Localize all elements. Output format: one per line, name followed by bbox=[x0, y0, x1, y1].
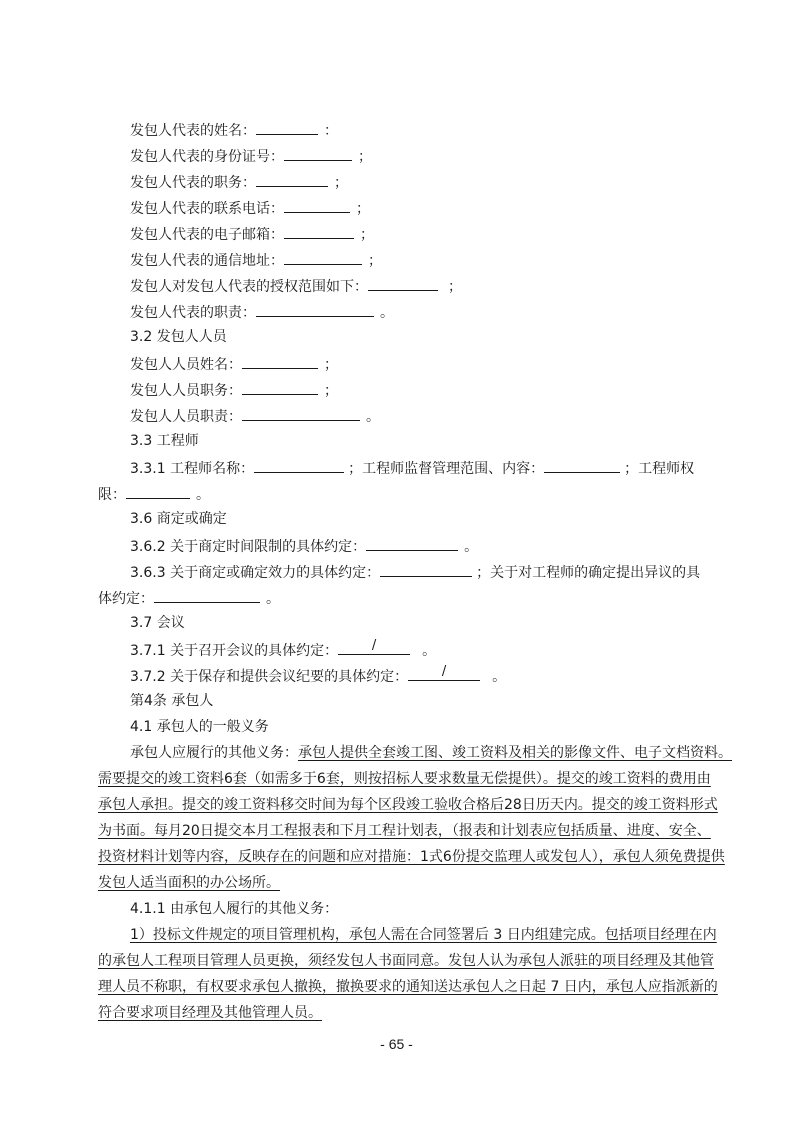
meeting-minutes-line: 3.7.2 关于保存和提供会议纪要的具体约定： / 。 bbox=[130, 664, 507, 685]
section-3-2-heading: 3.2 发包人人员 bbox=[130, 329, 227, 345]
section-3-3-heading: 3.3 工程师 bbox=[130, 433, 199, 449]
rep-name-line: 发包人代表的姓名： ： bbox=[130, 119, 338, 141]
rep-duties-line: 发包人代表的职责： 。 bbox=[130, 301, 394, 323]
objection-line: 体约定： 。 bbox=[98, 587, 280, 609]
rep-duties-blank[interactable] bbox=[256, 301, 374, 317]
section-4-1-heading: 4.1 承包人的一般义务 bbox=[130, 719, 269, 735]
engineer-authority-blank[interactable] bbox=[126, 483, 190, 499]
section-3-6-heading: 3.6 商定或确定 bbox=[130, 511, 227, 527]
staff-name-line: 发包人人员姓名： ； bbox=[130, 353, 338, 375]
rep-title-line: 发包人代表的职务： ； bbox=[130, 171, 348, 193]
agreement-effect-line: 3.6.3 关于商定或确定效力的具体约定： ；关于对工程师的确定提出异议的具 bbox=[130, 561, 700, 583]
engineer-scope-blank[interactable] bbox=[544, 457, 620, 473]
rep-id-blank[interactable] bbox=[284, 145, 352, 161]
other-obligations-line-2: 的承包人工程项目管理人员更换，须经发包人书面同意。发包人认为承包人派驻的项目经理及其他管 bbox=[98, 953, 714, 969]
agreement-time-line: 3.6.2 关于商定时间限制的具体约定： 。 bbox=[130, 535, 478, 557]
staff-duties-line: 发包人人员职责： 。 bbox=[130, 405, 380, 427]
section-3-7-heading: 3.7 会议 bbox=[130, 615, 185, 631]
agreement-effect-blank[interactable] bbox=[380, 561, 472, 577]
engineer-line: 3.3.1 工程师名称： ；工程师监督管理范围、内容： ；工程师权 bbox=[130, 457, 694, 479]
meeting-convene-blank[interactable]: / bbox=[338, 639, 410, 655]
contractor-obligations-line-3: 承包人承担。提交的竣工资料移交时间为每个区段竣工验收合格后28日历天内。提交的竣工资料形式 bbox=[98, 797, 718, 813]
meeting-convene-line: 3.7.1 关于召开会议的具体约定： / 。 bbox=[130, 638, 437, 659]
engineer-authority-line: 限： 。 bbox=[98, 483, 210, 505]
agreement-time-blank[interactable] bbox=[366, 535, 458, 551]
page-number: - 65 - bbox=[380, 1036, 413, 1052]
rep-title-blank[interactable] bbox=[256, 171, 328, 187]
other-obligations-line-1: 1）投标文件规定的项目管理机构，承包人需在合同签署后 3 日内组建完成。包括项目经理在内 bbox=[130, 927, 717, 943]
contractor-obligations-line-6: 发包人适当面积的办公场所。 bbox=[98, 875, 280, 891]
rep-address-line: 发包人代表的通信地址： ； bbox=[130, 249, 382, 271]
staff-title-blank[interactable] bbox=[242, 379, 318, 395]
staff-title-line: 发包人人员职务： ； bbox=[130, 379, 338, 401]
rep-email-blank[interactable] bbox=[284, 223, 354, 239]
rep-id-line: 发包人代表的身份证号： ； bbox=[130, 145, 372, 167]
section-4-1-1-heading: 4.1.1 由承包人履行的其他义务： bbox=[130, 901, 339, 917]
rep-address-blank[interactable] bbox=[284, 249, 362, 265]
rep-authority-line: 发包人对发包人代表的授权范围如下： ； bbox=[130, 275, 462, 297]
rep-phone-blank[interactable] bbox=[284, 197, 350, 213]
other-obligations-line-3: 理人员不称职，有权要求承包人撤换，撤换要求的通知送达承包人之日起 7 日内，承包人应指派新的 bbox=[98, 979, 718, 995]
contractor-obligations-line-4: 为书面。每月20日提交本月工程报表和下月工程计划表，（报表和计划表应包括质量、进度、安全、 bbox=[98, 823, 711, 839]
rep-authority-blank[interactable] bbox=[368, 275, 438, 291]
engineer-name-blank[interactable] bbox=[254, 457, 344, 473]
rep-name-blank[interactable] bbox=[256, 119, 318, 135]
other-obligations-line-4: 符合要求项目经理及其他管理人员。 bbox=[98, 1005, 322, 1021]
meeting-minutes-blank[interactable]: / bbox=[408, 665, 480, 681]
contractor-obligations-line-2: 需要提交的竣工资料6套（如需多于6套，则按招标人要求数量无偿提供）。提交的竣工资料的费用由 bbox=[98, 771, 711, 787]
staff-duties-blank[interactable] bbox=[242, 405, 360, 421]
contractor-obligations-line-5: 投资材料计划等内容，反映存在的问题和应对措施：1式6份提交监理人或发包人），承包人须免费提供 bbox=[98, 849, 725, 865]
staff-name-blank[interactable] bbox=[242, 353, 318, 369]
article-4-heading: 第4条 承包人 bbox=[130, 693, 214, 709]
rep-phone-line: 发包人代表的联系电话： ； bbox=[130, 197, 370, 219]
contractor-obligations-line-1: 承包人应履行的其他义务：承包人提供全套竣工图、竣工资料及相关的影像文件、电子文档资料。 bbox=[130, 745, 732, 761]
objection-blank[interactable] bbox=[154, 587, 260, 603]
rep-email-line: 发包人代表的电子邮箱： ； bbox=[130, 223, 374, 245]
